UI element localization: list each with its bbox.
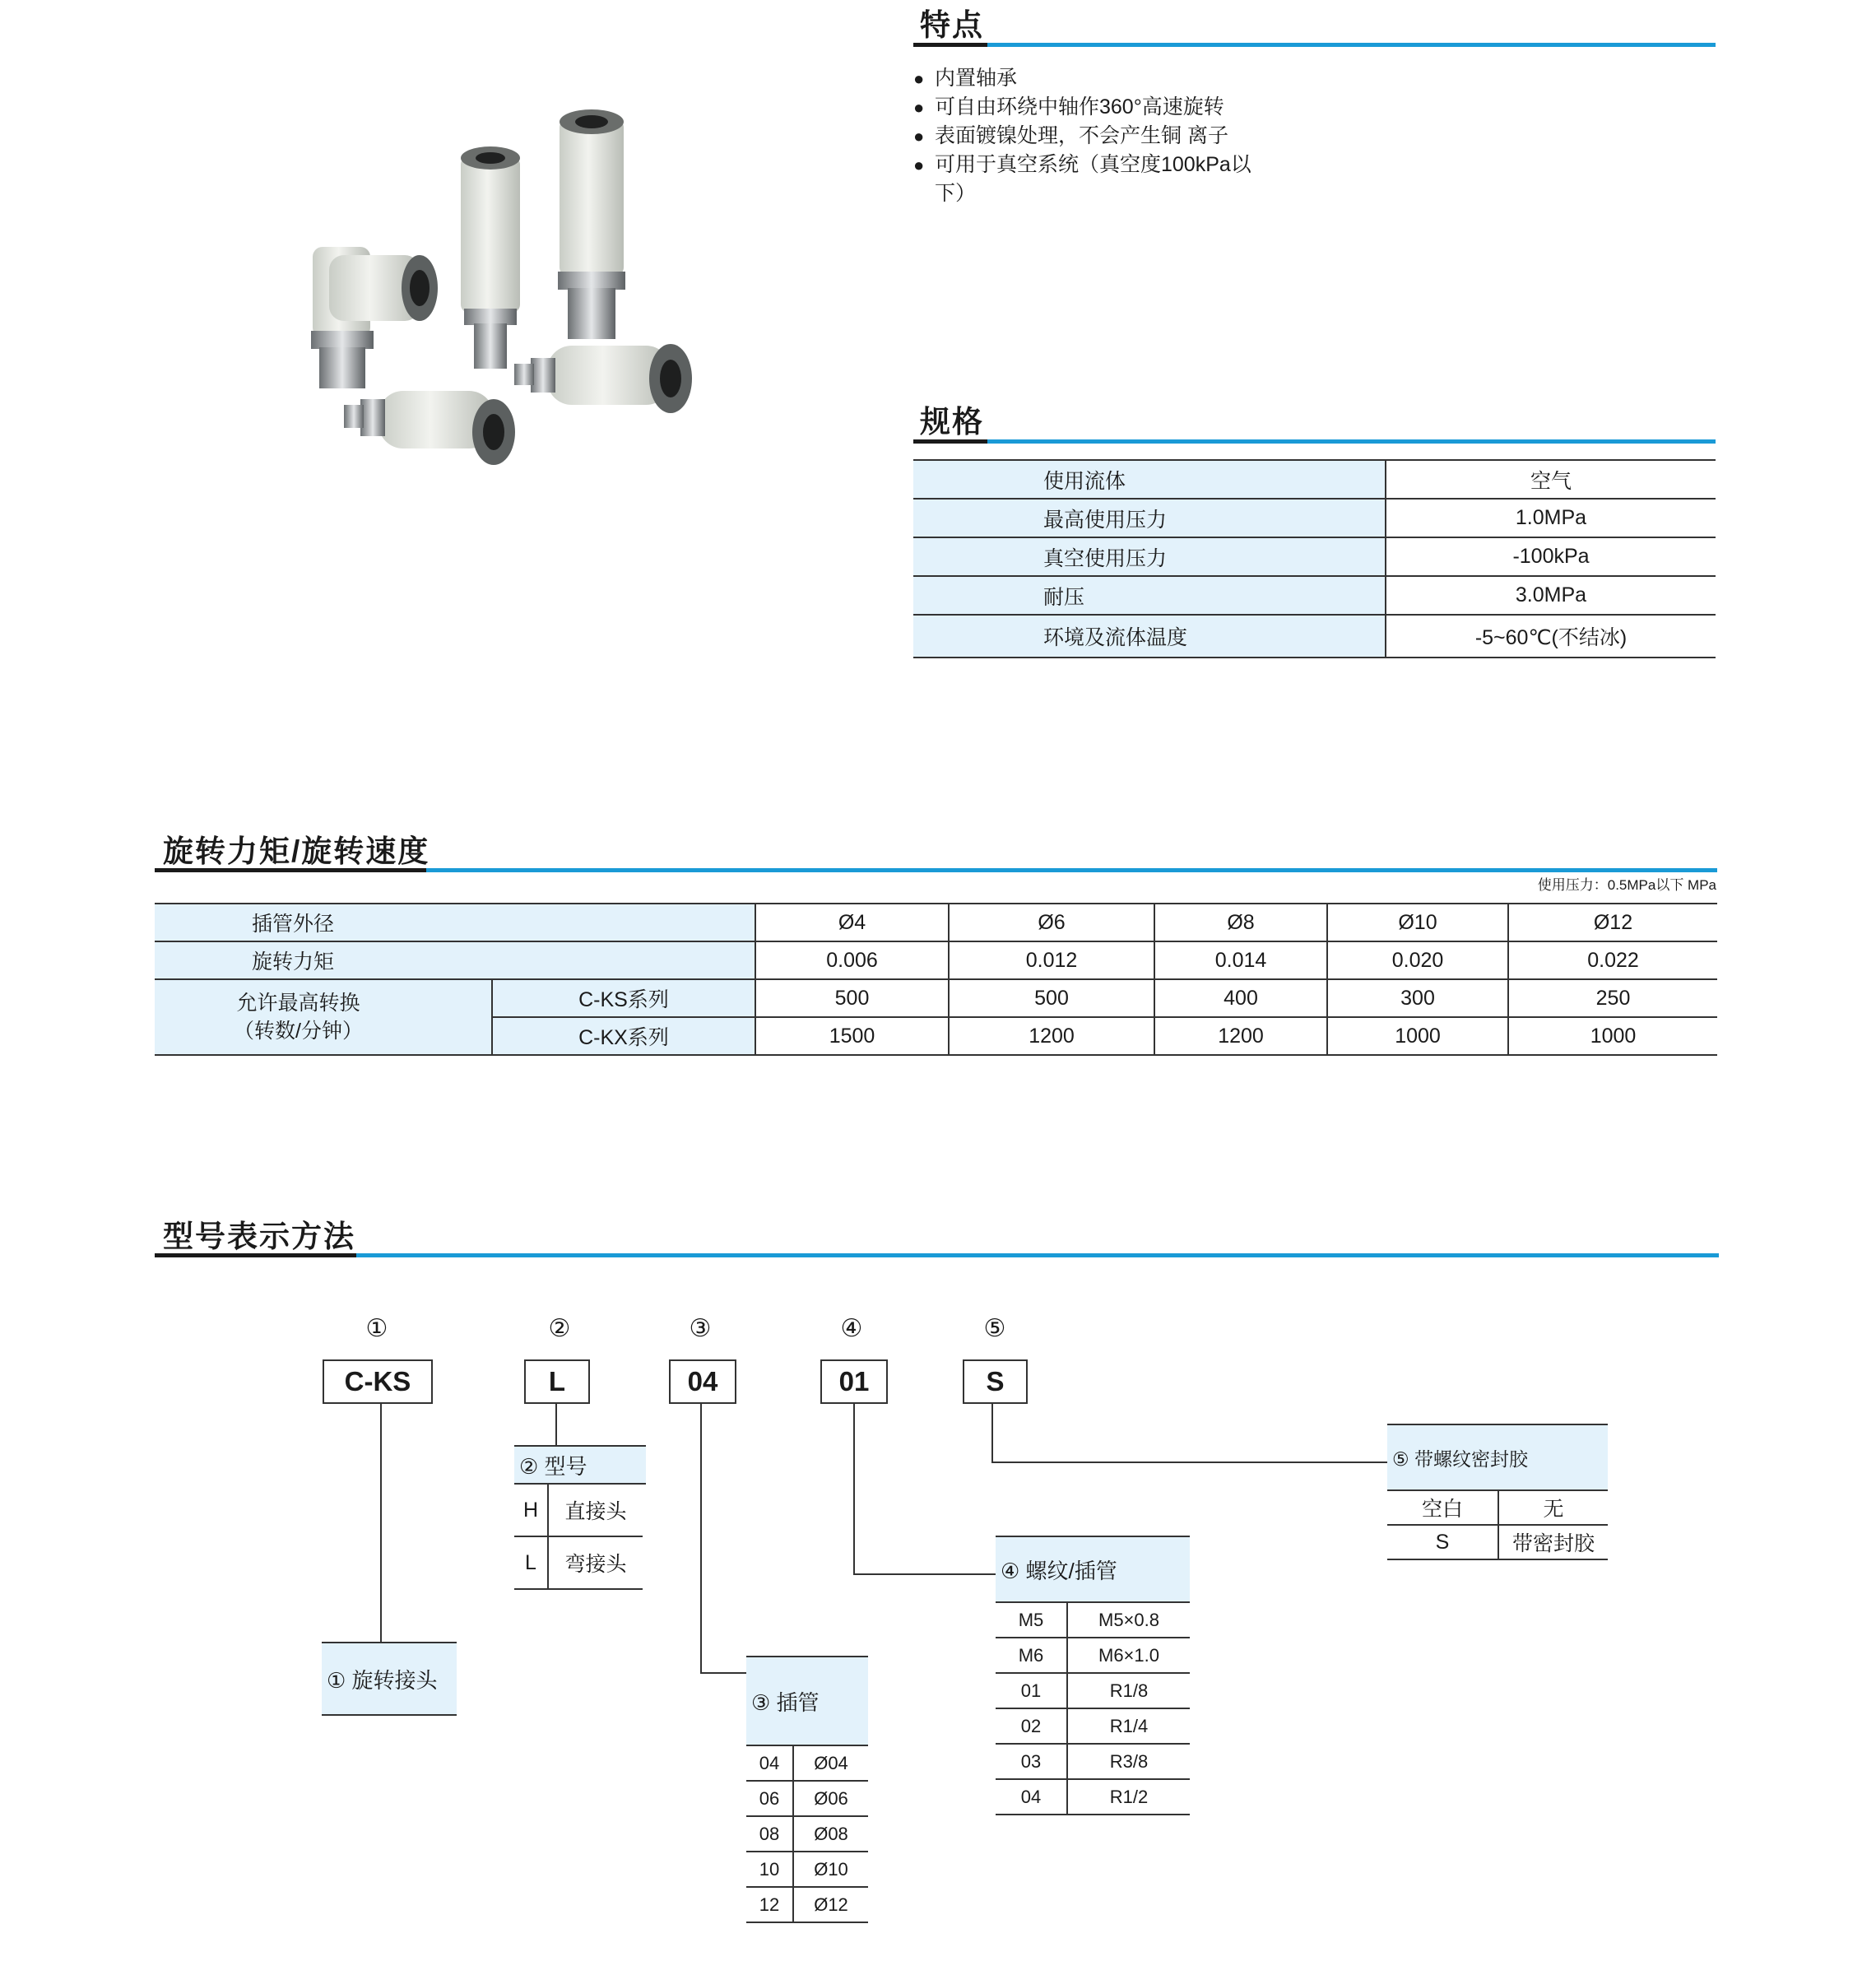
position-number-5: ⑤ [983, 1315, 1006, 1342]
sealant-box-header: ⑤ 带螺纹密封胶 [1387, 1424, 1608, 1491]
code-box-5: S [963, 1359, 1028, 1404]
features-title: 特点 [920, 8, 984, 42]
rotation-title-bar [155, 868, 426, 872]
position-number-1: ① [365, 1315, 388, 1342]
connector-3 [700, 1404, 702, 1674]
thread-box-header: ④ 螺纹/插管 [996, 1536, 1190, 1603]
connector-5 [991, 1404, 993, 1463]
table-row: 真空使用压力 -100kPa [913, 537, 1716, 576]
connector-4-h [853, 1573, 996, 1575]
connector-5-h [991, 1462, 1388, 1463]
table-row: 允许最高转换 （转数/分钟） C-KS系列 500 500 400 300 250 [155, 979, 1717, 1017]
table-row: 04 Ø04 [746, 1746, 868, 1781]
table-row: 03 R3/8 [996, 1744, 1190, 1779]
sealant-table [1387, 1491, 1608, 1560]
rotation-accent-bar [426, 868, 1717, 872]
features-list [913, 64, 1259, 208]
table-row: L 弯接头 [514, 1536, 643, 1589]
table-row: 耐压 3.0MPa [913, 576, 1716, 615]
model-title: 型号表示方法 [163, 1220, 355, 1253]
table-row: 10 Ø10 [746, 1852, 868, 1887]
elbow-fitting-2 [344, 391, 515, 465]
table-row: 02 R1/4 [996, 1708, 1190, 1744]
table-row: 空白 无 [1387, 1491, 1608, 1525]
table-row: C-KX系列 1500 1200 1200 1000 1000 [155, 1017, 1717, 1055]
connector-1 [380, 1404, 382, 1644]
table-row: 04 R1/2 [996, 1779, 1190, 1815]
table-row: H 直接头 [514, 1485, 643, 1536]
table-row: 最高使用压力 1.0MPa [913, 499, 1716, 537]
rotary-joint-box: ① 旋转接头 [322, 1642, 457, 1716]
feature-item: ● 表面镀镍处理，不会产生铜 离子 [913, 124, 1228, 147]
straight-fitting-2 [558, 109, 625, 339]
elbow-fitting-1 [311, 247, 438, 388]
connector-4 [853, 1404, 855, 1575]
code-box-2: L [524, 1359, 590, 1404]
tube-box-header: ③ 插管 [746, 1656, 868, 1746]
position-number-3: ③ [689, 1315, 712, 1342]
code-box-4: 01 [820, 1359, 888, 1404]
table-row: 旋转力矩 0.006 0.012 0.014 0.020 0.022 [155, 941, 1717, 979]
table-row: S 带密封胶 [1387, 1525, 1608, 1559]
type-box-header: ② 型号 [514, 1445, 646, 1485]
table-row: 使用流体 空气 [913, 460, 1716, 499]
specs-accent-bar [987, 439, 1716, 444]
type-table [514, 1485, 643, 1590]
specs-title-bar [913, 439, 987, 444]
table-row: 01 R1/8 [996, 1673, 1190, 1708]
code-box-1: C-KS [323, 1359, 433, 1404]
thread-table [996, 1603, 1190, 1815]
table-row: 08 Ø08 [746, 1816, 868, 1852]
elbow-fitting-3 [514, 344, 692, 413]
table-row: 12 Ø12 [746, 1887, 868, 1922]
model-title-bar [155, 1253, 356, 1257]
position-number-4: ④ [840, 1315, 863, 1342]
model-accent-bar [356, 1253, 1719, 1257]
specs-title: 规格 [920, 405, 984, 439]
table-row: M5 M5×0.8 [996, 1603, 1190, 1638]
code-box-3: 04 [669, 1359, 736, 1404]
table-row: 06 Ø06 [746, 1781, 868, 1816]
feature-item: ● 内置轴承 [913, 67, 1018, 90]
feature-item: ● 可用于真空系统（真空度100kPa以下） [913, 153, 1251, 205]
product-photo [296, 107, 724, 510]
rotation-title: 旋转力矩/旋转速度 [163, 834, 430, 868]
connector-3-h [700, 1672, 746, 1674]
feature-item: ● 可自由环绕中轴作360°高速旋转 [913, 95, 1224, 118]
tube-table [746, 1746, 868, 1923]
straight-fitting-1 [461, 146, 520, 369]
table-row: 环境及流体温度 -5~60℃(不结冰) [913, 615, 1716, 658]
rotation-table [155, 903, 1717, 1056]
table-row: 插管外径 Ø4 Ø6 Ø8 Ø10 Ø12 [155, 904, 1717, 941]
features-accent-bar [987, 43, 1716, 47]
pressure-note: 使用压力：0.5MPa以下 MPa [1537, 877, 1716, 893]
connector-2 [555, 1404, 557, 1447]
specs-table [913, 459, 1716, 658]
features-title-bar [913, 43, 987, 47]
table-row: M6 M6×1.0 [996, 1638, 1190, 1673]
position-number-2: ② [548, 1315, 571, 1342]
